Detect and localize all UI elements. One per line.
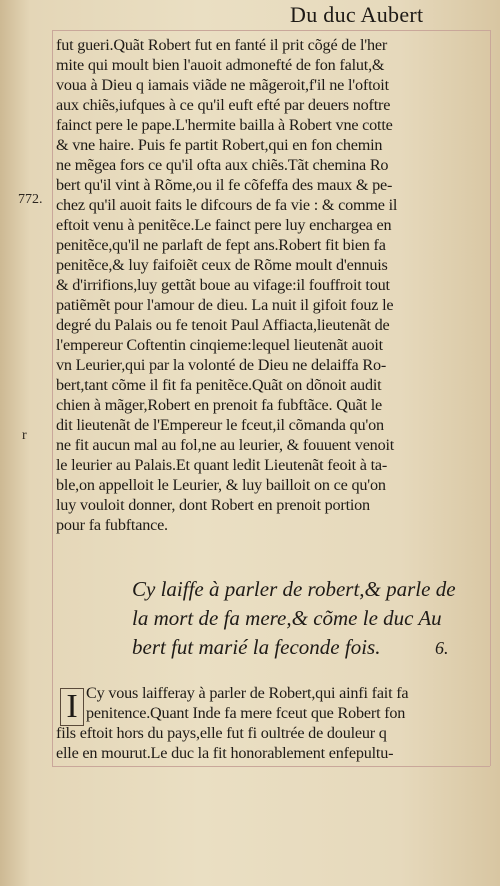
text-line: & vne haire. Puis fe partit Robert,qui en fon chemin [56,136,383,154]
header-rule [52,30,490,31]
chapter-number: 6. [435,638,449,658]
text-line: bert qu'il vint à Rõme,ou il fe cõfeffa des maux & pe- [56,176,393,194]
text-line: fainct pere le pape.L'hermite bailla à Robert vne cotte [56,116,393,134]
text-line: fils eftoit hors du pays,elle fut fi oultrée de douleur q [56,724,387,742]
text-line: luy vouloit donner, dont Robert en prenoit portion [56,496,370,514]
text-line: chez qu'il auoit faits le difcours de fa vie : & comme il [56,196,398,214]
section-text [56,683,488,763]
running-head: Du duc Aubert [290,2,424,27]
marginal-bracket: r [22,428,27,443]
decorated-initial: I [60,688,84,726]
text-line: vn Leurier,qui par la volonté de Dieu ne delaiffa Ro- [56,356,387,374]
text-line: ble,on appelloit le Leurier, & luy bailloit on ce qu'on [56,476,386,494]
text-line: degré du Palais ou fe tenoit Paul Affiacta,lieutenãt de [56,316,390,334]
text-line: mite qui moult bien l'auoit admonefté de fon falut,& [56,56,385,74]
text-line: aux chiẽs,iufques à ce qu'il euft efté par deuers noftre [56,96,391,114]
text-line: dit lieutenãt de l'Empereur le fceut,il cõmanda qu'on [56,416,384,434]
text-line: le leurier au Palais.Et quant ledit Lieutenãt feoit à ta- [56,456,388,474]
text-line: ne fit aucun mal au fol,ne au leurier, & fouuent venoit [56,436,395,454]
folio-marginal-note: 772. [18,192,43,207]
text-line: elle en mourut.Le duc la fit honorablement enfepultu- [56,744,394,762]
left-margin-rule [52,30,53,766]
text-line: penitẽce,qu'il ne parlaft de fept ans.Robert fit bien fa [56,236,386,254]
text-line: Cy vous laifferay à parler de Robert,qui ainfi fait fa [86,684,409,702]
text-line: fut gueri.Quãt Robert fut en fanté il prit cõgé de l'her [56,36,388,54]
text-line: penitẽce,& luy faifoiẽt ceux de Rõme moult d'ennuis [56,256,388,274]
text-line: chien à mãger,Robert en prenoit fa fubftãce. Quãt le [56,396,383,414]
text-line: eftoit venu à penitẽce.Le fainct pere luy enchargea en [56,216,392,234]
text-line: pour fa fubftance. [56,516,168,534]
text-line: bert,tant cõme il fit fa penitẽce.Quãt on dõnoit audit [56,376,382,394]
body-text [56,35,488,535]
chapter-heading-line: bert fut marié la feconde fois. [132,635,381,659]
text-line: ne mẽgea fors ce qu'il ofta aux chiẽs.Tãt chemina Ro [56,156,389,174]
chapter-heading-line: Cy laiffe à parler de robert,& parle de [132,577,456,601]
text-line: & d'irrifions,luy gettãt boue au vifage:il fouffroit tout [56,276,390,294]
right-margin-rule [490,30,491,766]
text-line: l'empereur Coftentin cinqieme:lequel lieutenãt auoit [56,336,383,354]
text-line: penitence.Quant Inde fa mere fceut que Robert fon [86,704,406,722]
footer-rule [52,766,490,767]
text-line: patiẽmẽt pour l'amour de dieu. La nuit il gifoit fouz le [56,296,394,314]
chapter-heading-line: la mort de fa mere,& cõme le duc Au [132,606,442,630]
text-line: voua à Dieu q iamais viãde ne mãgeroit,f'il ne l'oftoit [56,76,389,94]
